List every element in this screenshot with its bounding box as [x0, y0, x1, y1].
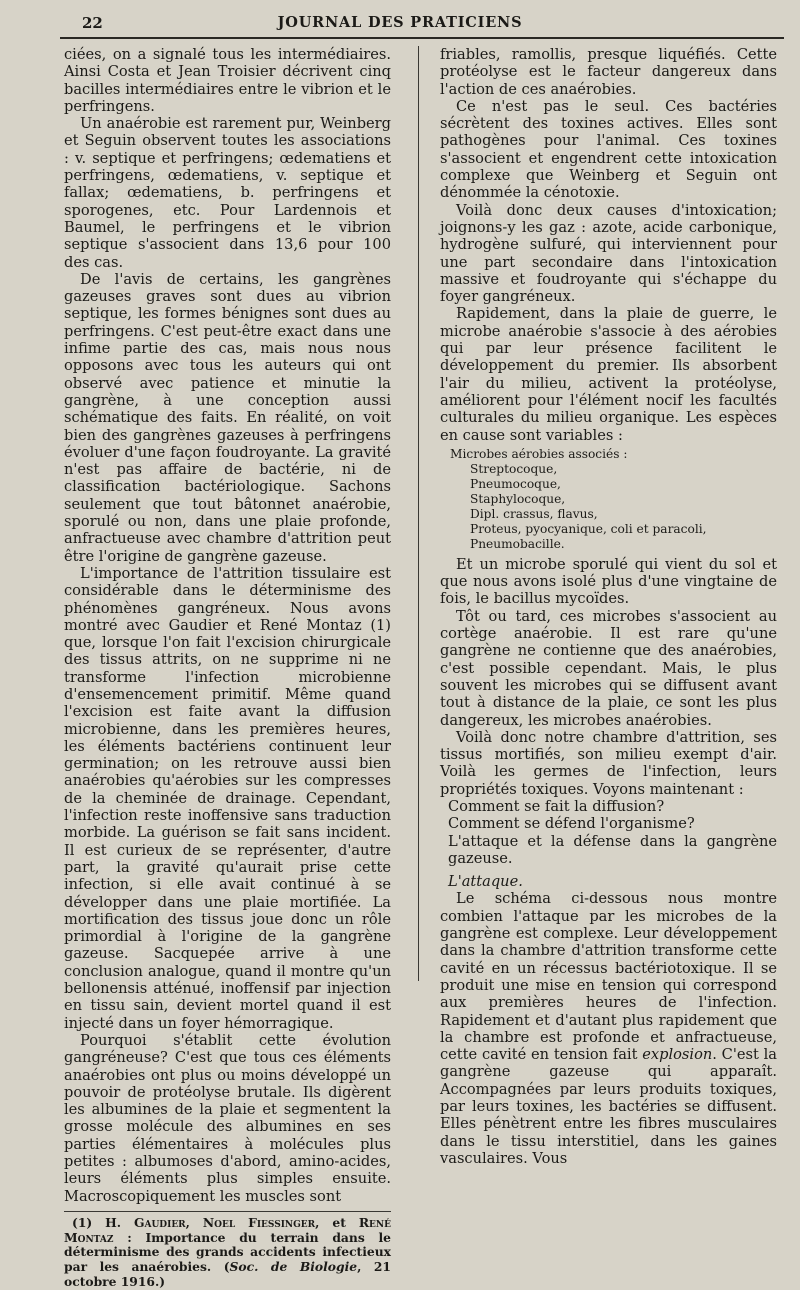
paragraph-text: Le schéma ci-dessous nous montre combien l'attaque par les microbes de la gangrène est complexe. Leur développement dans la chambre d'attrition transforme cette cavité en un récessus bactériotoxique. Il se produit une mise en tension qui correspond aux premières heures de l'infection. Rapidement et d'autant plus rapidement que la chambre est profonde et anfractueuse, cette cavité en tension fait: [440, 890, 777, 1064]
page-header: [0, 8, 800, 38]
emphasis-text: explosion: [642, 1046, 713, 1064]
paragraph-text: . C'est la gangrène gazeuse qui apparaît. Accompagnées par leurs produits toxiques, par leurs toxines, les bactéries se diffusent. Elles pénètrent entre les fibres musculaires dans le tissu interstitiel, dans les gaines vasculaires. Vous: [440, 1046, 777, 1167]
question-line: Comment se fait la diffusion?: [448, 797, 665, 815]
list-item: Staphylocoque,: [470, 491, 566, 506]
footnote-date: , 21 octobre 1916.): [64, 1259, 391, 1290]
paragraph: Pourquoi s'établit cette évolution gangréneuse? C'est que tous ces éléments anaérobies ont plus ou moins développé un pouvoir de protéolyse brutale. Ils digèrent les albumines de la plaie et segmentent la grosse molécule des albumines en ses parties élémentaires à molécules plus petites : albumoses d'abord, amino-acides, leurs éléments plus simples ensuite. Macroscopiquement les muscles sont: [64, 1031, 391, 1205]
paragraph: [440, 890, 777, 1167]
footnote-rule: [64, 1211, 391, 1212]
list-item: Proteus, pyocyanique, coli et paracoli,: [470, 521, 707, 536]
paragraph: friables, ramollis, presque liquéfiés. Cette protéolyse est le facteur dangereux dans l'action de ces anaérobies.: [440, 46, 777, 98]
question-line: Comment se défend l'organisme?: [448, 815, 695, 833]
footnote-and: et: [332, 1214, 346, 1230]
footnote-journal: Soc. de Biologie: [229, 1259, 358, 1275]
microbe-list-title: Microbes aérobies associés :: [450, 446, 628, 461]
footnote-authors: H. Gaudier, Noel Fiessinger,: [105, 1214, 320, 1230]
list-item: Streptocoque,: [470, 461, 558, 476]
paragraph: Voilà donc deux causes d'intoxication; joignons-y les gaz : azote, acide carbonique, hydrogène sulfuré, qui interviennent pour une part secondaire dans l'intoxication massive et foudroyante qui s'échappe du foyer gangréneux.: [440, 201, 777, 306]
list-item: Dipl. crassus, flavus,: [470, 506, 598, 521]
left-column: [64, 46, 391, 1290]
paragraph: Voilà donc notre chambre d'attrition, ses tissus mortifiés, son milieu exempt d'air. Voilà les germes de l'infection, leurs propriétés toxiques. Voyons maintenant :: [440, 728, 777, 798]
right-column: [440, 46, 777, 1167]
column-divider: [418, 46, 419, 981]
paragraph: Rapidement, dans la plaie de guerre, le microbe anaérobie s'associe à des aérobies qui par leur présence facilitent le développement du premier. Ils absorbent l'air du milieu, activent la protéolyse, améliorent pour l'élément nocif les facultés culturales du milieu organique. Les espèces en cause sont variables :: [440, 305, 777, 444]
paragraph: ciées, on a signalé tous les intermédiaires. Ainsi Costa et Jean Troisier décrivent cinq bacilles intermédiaires entre le vibrion et le perfringens.: [64, 46, 391, 115]
list-item: Pneumocoque,: [470, 476, 561, 491]
footnote-text: : Importance du terrain dans le déterminisme des grands accidents infectieux par les anaérobies. (: [64, 1229, 392, 1275]
paragraph: Un anaérobie est rarement pur, Weinberg et Seguin observent toutes les associations : v. septique et perfringens; œdematiens et perfringens, œdematiens, v. septique et fallax; œdematiens, b. perfringens et sporogenes, etc. Pour Lardennois et Baumel, le perfringens et le vibrion septique s'associent dans 13,6 pour 100 des cas.: [64, 115, 391, 271]
page-number: 22: [82, 14, 103, 32]
paragraph: L'importance de l'attrition tissulaire est considérable dans le déterminisme des phénomènes gangréneux. Nous avons montré avec Gaudier et René Montaz (1) que, lorsque l'on fait l'excision chirurgicale des tissus attrits, on ne supprime ni ne transforme l'infection microbienne d'ensemencement primitif. Même quand l'excision est faite avant la diffusion microbienne, dans les premières heures, les éléments bactériens continuent leur germination; on les retrouve aussi bien anaérobies qu'aérobies sur les compresses de la cheminée de drainage. Cependant, l'infection reste inoffensive sans traduction morbide. La guérison se fait sans incident. Il est curieux de se représenter, d'autre part, la gravité qu'aurait prise cette infection, si elle avait continué à se développer dans une plaie mortifiée. La mortification des tissus joue donc un rôle primordial à l'origine de la gangrène gazeuse. Sacquepée arrive à une conclusion analogue, quand il montre qu'un bellonensis atténué, inoffensif par injection en tissu sain, devient mortel quand il est injecté dans un foyer hémorragique.: [64, 564, 391, 1032]
footnote-marker: (1): [72, 1214, 93, 1230]
list-item: Pneumobacille.: [470, 536, 565, 551]
section-title: L'attaque.: [448, 873, 523, 891]
paragraph: Ce n'est pas le seul. Ces bactéries sécrètent des toxines actives. Elles sont pathogènes pour l'animal. Ces toxines s'associent et engendrent cette intoxication complexe que Weinberg et Seguin ont dénommée la cénotoxie.: [440, 97, 777, 202]
header-rule: [60, 37, 784, 39]
paragraph: Et un microbe sporulé qui vient du sol et que nous avons isolé plus d'une vingtaine de fois, le bacillus mycoïdes.: [440, 555, 777, 608]
journal-title: JOURNAL DES PRATICIENS: [277, 14, 523, 31]
paragraph: De l'avis de certains, les gangrènes gazeuses graves sont dues au vibrion septique, les formes bénignes sont dues au perfringens. C'est peut-être exact dans une infime partie des cas, mais nous nous opposons avec tous les auteurs qui ont observé avec patience et minutie la gangrène, à une conception aussi schématique des faits. En réalité, on voit bien des gangrènes gazeuses à perfringens évoluer d'une façon foudroyante. La gravité n'est pas affaire de bactérie, ni de classification bactériologique. Sachons seulement que tout bâtonnet anaérobie, sporulé ou non, dans une plaie profonde, anfractueuse avec chambre d'attrition peut être l'origine de gangrène gazeuse.: [64, 270, 391, 565]
question-line: L'attaque et la défense dans la gangrène gazeuse.: [448, 832, 777, 867]
footnote-author-last: René Montaz: [64, 1214, 391, 1245]
paragraph: Tôt ou tard, ces microbes s'associent au cortège anaérobie. Il est rare qu'une gangrène ne contienne que des anaérobies, c'est possible cependant. Mais, le plus souvent les microbes qui se diffusent avant tout à distance de la plaie, ce sont les plus dangereux, les microbes anaérobies.: [440, 607, 777, 729]
footnote: [64, 1216, 391, 1290]
